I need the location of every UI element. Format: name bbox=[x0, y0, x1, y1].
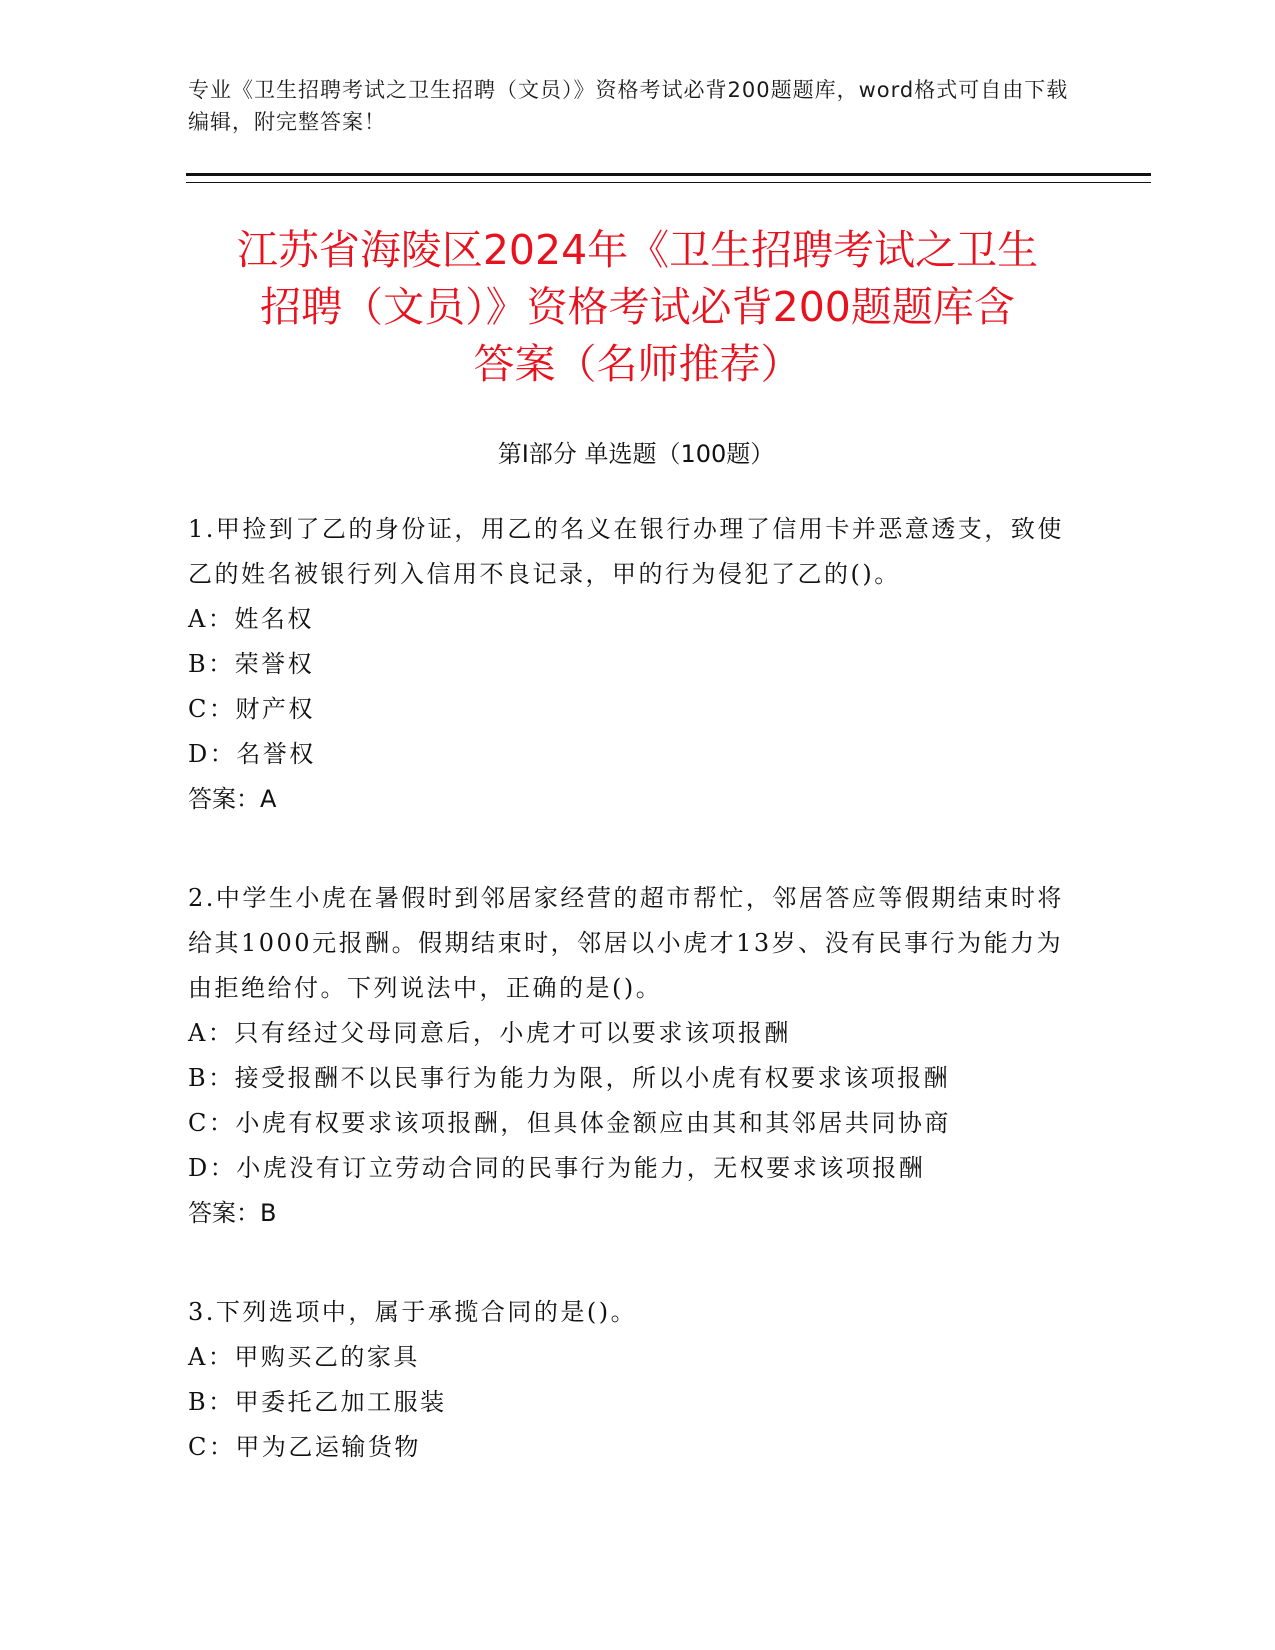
answer: 答案：A bbox=[188, 785, 277, 813]
option-d: D：名誉权 bbox=[188, 740, 316, 768]
option-a: A：只有经过父母同意后，小虎才可以要求该项报酬 bbox=[188, 1019, 791, 1047]
question-text: 1.甲捡到了乙的身份证，用乙的名义在银行办理了信用卡并恶意透支，致使乙的姓名被银行列入信用不良记录，甲的行为侵犯了乙的()。 bbox=[188, 515, 1064, 588]
title-line: 答案（名师推荐） bbox=[473, 340, 802, 388]
question-text: 2.中学生小虎在暑假时到邻居家经营的超市帮忙，邻居答应等假期结束时将给其1000元报酬。假期结束时，邻居以小虎才13岁、没有民事行为能力为由拒绝给付。下列说法中，正确的是()。 bbox=[188, 884, 1064, 1002]
question-3 bbox=[188, 1290, 1068, 1470]
answer: 答案：B bbox=[188, 1199, 277, 1227]
header-note: 专业《卫生招聘考试之卫生招聘（文员）》资格考试必背200题题库，word格式可自由下载编辑，附完整答案！ bbox=[188, 78, 1069, 134]
option-a: A：甲购买乙的家具 bbox=[188, 1343, 420, 1371]
option-c: C：财产权 bbox=[188, 695, 315, 723]
question-1 bbox=[188, 507, 1068, 822]
header-rule-thin bbox=[186, 182, 1151, 183]
question-text: 3.下列选项中，属于承揽合同的是()。 bbox=[188, 1298, 638, 1326]
option-b: B：甲委托乙加工服装 bbox=[188, 1388, 447, 1416]
document-title bbox=[150, 222, 1125, 393]
title-line: 江苏省海陵区2024年《卫生招聘考试之卫生 bbox=[236, 226, 1039, 274]
header-rule-thick bbox=[186, 173, 1151, 176]
question-2 bbox=[188, 876, 1068, 1236]
section-title: 第Ⅰ部分 单选题（100题） bbox=[497, 440, 775, 468]
option-c: C：小虎有权要求该项报酬，但具体金额应由其和其邻居共同协商 bbox=[188, 1109, 951, 1137]
option-a: A：姓名权 bbox=[188, 605, 314, 633]
option-b: B：荣誉权 bbox=[188, 650, 315, 678]
option-c: C：甲为乙运输货物 bbox=[188, 1433, 421, 1461]
option-b: B：接受报酬不以民事行为能力为限，所以小虎有权要求该项报酬 bbox=[188, 1064, 951, 1092]
title-line: 招聘（文员）》资格考试必背200题题库含 bbox=[260, 283, 1015, 331]
option-d: D：小虎没有订立劳动合同的民事行为能力，无权要求该项报酬 bbox=[188, 1154, 926, 1182]
